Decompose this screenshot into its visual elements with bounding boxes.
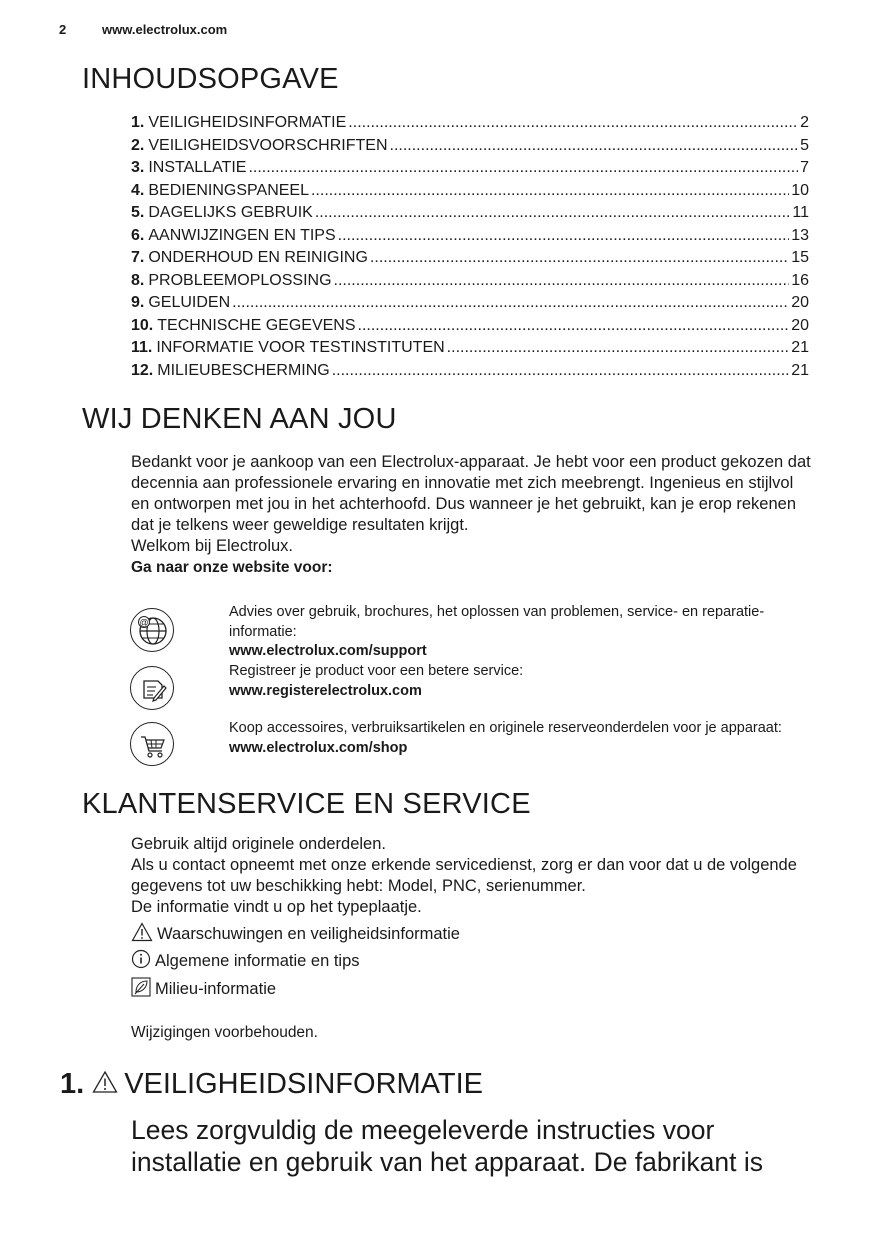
toc-item[interactable] [131, 202, 809, 225]
support-text: Advies over gebruik, brochures, het oplossen van problemen, service- en reparatie-informatie: [229, 604, 765, 640]
register-url[interactable]: www.registerelectrolux.com [229, 682, 422, 699]
info-icon [131, 949, 151, 969]
toc-leader [390, 135, 799, 158]
toc-leader [232, 292, 789, 315]
toc-item-page: 16 [791, 271, 809, 289]
legend-warning-text: Waarschuwingen en veiligheidsinformatie [157, 925, 460, 943]
toc-leader [248, 157, 798, 180]
service-title: KLANTENSERVICE EN SERVICE [82, 788, 531, 820]
toc-item-page: 20 [791, 316, 809, 334]
toc-item-number: 5. [131, 204, 145, 221]
warning-icon [92, 1070, 118, 1094]
cart-icon [130, 722, 174, 766]
toc-item[interactable] [131, 360, 809, 383]
toc-leader [370, 247, 789, 270]
toc-item[interactable] [131, 270, 809, 293]
legend-info-text: Algemene informatie en tips [155, 952, 360, 970]
website-label: Ga naar onze website voor: [131, 559, 333, 576]
toc-item-label: BEDIENINGSPANEEL [148, 181, 309, 199]
toc-item-label: MILIEUBESCHERMING [157, 361, 330, 379]
toc-item-number: 11. [131, 339, 153, 356]
section-1-number: 1. [60, 1068, 85, 1100]
register-link-block [229, 662, 809, 701]
toc-item[interactable] [131, 135, 809, 158]
toc-item-number: 6. [131, 226, 145, 244]
service-line-2: Als u contact opneemt met onze erkende servicedienst, zorg er dan voor dat u de volgende gegevens tot uw beschikking hebt: Model, PNC, serienummer. [131, 856, 797, 895]
register-icon [130, 666, 174, 710]
thinking-title: WIJ DENKEN AAN JOU [82, 403, 397, 435]
toc-item-page: 10 [791, 181, 809, 199]
toc-item-number: 10. [131, 316, 154, 334]
page-header [59, 22, 228, 37]
toc-item-page: 15 [791, 249, 809, 266]
toc-leader [334, 270, 790, 293]
table-of-contents [131, 112, 809, 382]
shop-link-block [229, 719, 809, 758]
toc-item-page: 7 [800, 159, 809, 176]
header-url[interactable]: www.electrolux.com [102, 22, 228, 37]
toc-item[interactable] [131, 337, 809, 360]
toc-item-number: 7. [131, 249, 145, 266]
thinking-paragraph: Bedankt voor je aankoop van een Electrolux-apparaat. Je hebt voor een product gekozen dat decennia aan professionele ervaring en innovatie met zich meebrengt. Ingenieus en stijlvol en ontworpen met jou in het achterhoofd. Dus wanneer je het gebruikt, kan je erop rekenen dat je telkens weer geweldige resultaten krijgt. [131, 453, 811, 534]
toc-item-number: 3. [131, 159, 145, 176]
toc-item-number: 4. [131, 181, 145, 199]
legend-environment-text: Milieu-informatie [155, 980, 277, 998]
toc-item-label: INFORMATIE VOOR TESTINSTITUTEN [156, 339, 445, 356]
toc-item[interactable] [131, 292, 809, 315]
register-text: Registreer je product voor een betere service: [229, 663, 524, 679]
toc-item[interactable] [131, 157, 809, 180]
toc-item-page: 21 [791, 361, 809, 379]
toc-item-page: 13 [791, 226, 809, 244]
toc-leader [311, 180, 789, 203]
toc-item[interactable] [131, 247, 809, 270]
toc-item-label: VEILIGHEIDSVOORSCHRIFTEN [148, 136, 388, 154]
toc-item[interactable] [131, 225, 809, 248]
legend-environment [131, 977, 276, 1000]
toc-item-label: TECHNISCHE GEGEVENS [157, 316, 356, 334]
toc-leader [315, 202, 791, 225]
toc-item-page: 20 [791, 294, 809, 311]
toc-item[interactable] [131, 315, 809, 338]
section-1-intro: Lees zorgvuldig de meegeleverde instructies voor installatie en gebruik van het apparaat. De fabrikant is [131, 1115, 763, 1177]
toc-item-page: 5 [800, 136, 809, 154]
support-link-block [229, 603, 809, 662]
shop-text: Koop accessoires, verbruiksartikelen en originele reserveonderdelen voor je apparaat: [229, 720, 782, 736]
toc-item-label: PROBLEEMOPLOSSING [148, 271, 332, 289]
thinking-body [131, 452, 811, 578]
toc-item-label: ONDERHOUD EN REINIGING [148, 249, 368, 266]
toc-item-label: INSTALLATIE [148, 159, 247, 176]
toc-item[interactable] [131, 180, 809, 203]
service-line-1: Gebruik altijd originele onderdelen. [131, 835, 386, 853]
welcome-text: Welkom bij Electrolux. [131, 537, 293, 555]
shop-url[interactable]: www.electrolux.com/shop [229, 739, 408, 756]
toc-item-number: 9. [131, 294, 145, 311]
service-body [131, 834, 816, 918]
toc-leader [338, 225, 790, 248]
globe-icon [130, 608, 174, 652]
support-url[interactable]: www.electrolux.com/support [229, 643, 427, 659]
toc-leader [447, 337, 790, 360]
toc-leader [348, 112, 798, 135]
toc-item-page: 2 [800, 114, 809, 131]
leaf-icon [131, 977, 151, 997]
toc-item-label: AANWIJZINGEN EN TIPS [148, 226, 336, 244]
page-number: 2 [59, 22, 67, 37]
toc-item-number: 1. [131, 114, 145, 131]
toc-item-number: 2. [131, 136, 145, 154]
legend-warning [131, 922, 460, 945]
changes-note: Wijzigingen voorbehouden. [131, 1024, 318, 1041]
warning-icon [131, 922, 153, 942]
toc-item-number: 8. [131, 271, 145, 289]
section-1-title: VEILIGHEIDSINFORMATIE [124, 1068, 483, 1100]
toc-item-label: VEILIGHEIDSINFORMATIE [148, 114, 347, 131]
toc-title: INHOUDSOPGAVE [82, 63, 339, 95]
section-1-heading [60, 1068, 483, 1101]
toc-item-page: 11 [792, 204, 809, 221]
toc-item-label: DAGELIJKS GEBRUIK [148, 204, 313, 221]
legend-info [131, 949, 360, 972]
svg-text:@: @ [139, 617, 149, 628]
toc-leader [332, 360, 789, 383]
toc-item[interactable] [131, 112, 809, 135]
toc-item-page: 21 [791, 339, 809, 356]
service-line-3: De informatie vindt u op het typeplaatje. [131, 898, 422, 916]
toc-item-number: 12. [131, 361, 154, 379]
toc-item-label: GELUIDEN [148, 294, 231, 311]
toc-leader [358, 315, 790, 338]
